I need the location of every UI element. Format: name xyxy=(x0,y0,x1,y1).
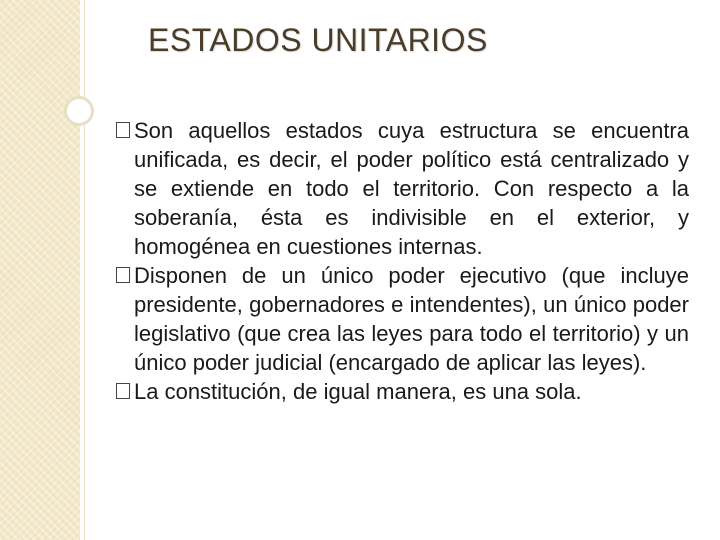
bullet-text: Son aquellos estados cuya estructura se encuentra unificada, es decir, el poder político está centralizado y se extiende en todo el territorio. Con respecto a la soberanía, ésta es indivisible en el exterior, y homogénea en cuestiones internas. xyxy=(134,118,689,259)
bullet-item xyxy=(116,261,689,377)
decorative-side-line xyxy=(84,0,85,540)
bullet-list xyxy=(116,116,689,406)
bullet-text: Disponen de un único poder ejecutivo (que incluye presidente, gobernadores e intendentes), un único poder legislativo (que crea las leyes para todo el territorio) y un único poder judicial (encargado de aplicar las leyes). xyxy=(134,263,689,375)
decorative-side-band xyxy=(0,0,80,540)
square-box-icon xyxy=(116,267,130,283)
bullet-item xyxy=(116,116,689,261)
square-box-icon xyxy=(116,122,130,138)
slide-title: ESTADOS UNITARIOS xyxy=(148,22,488,58)
square-box-icon xyxy=(116,383,130,399)
bullet-item xyxy=(116,377,689,406)
bullet-text: La constitución, de igual manera, es una sola. xyxy=(134,379,582,404)
decorative-ring xyxy=(64,96,94,126)
